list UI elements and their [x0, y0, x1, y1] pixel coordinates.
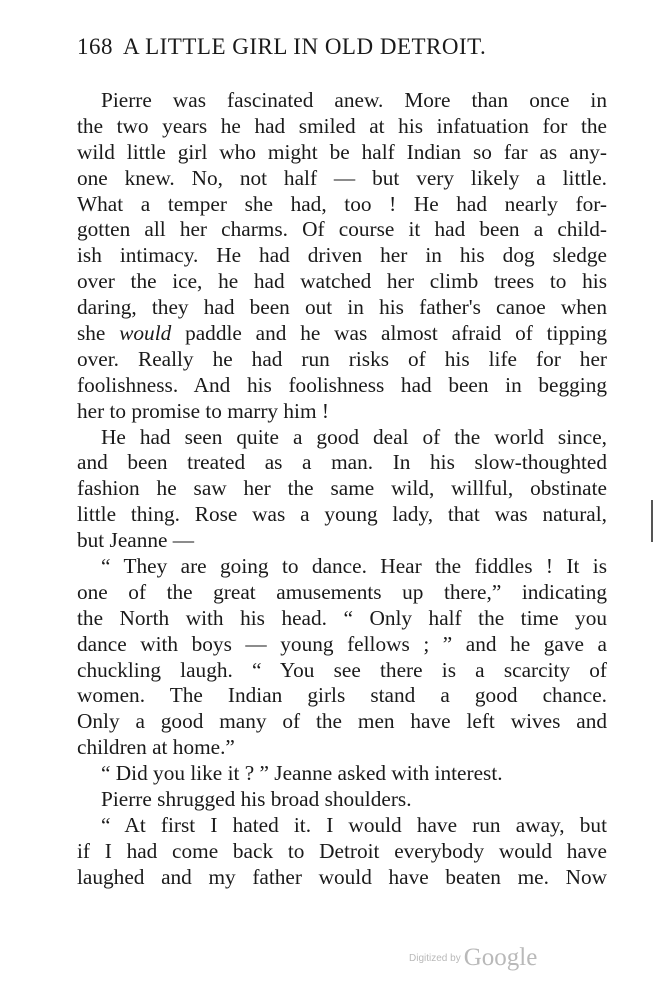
text-line: Pierre shrugged his broad shoulders.: [101, 787, 412, 812]
text-line: over. Really he had run risks of his life for her: [77, 346, 607, 371]
text-line: daring, they had been out in his father's canoe when: [77, 295, 607, 320]
text-line: her to promise to marry him !: [77, 398, 329, 423]
text-line: Pierre was fascinated anew. More than once in: [101, 88, 607, 112]
text-line: “ They are going to dance. Hear the fiddles ! It is: [101, 554, 607, 579]
watermark-prefix: Digitized by: [409, 953, 461, 964]
text-line: dance with boys — young fellows ; ” and he gave a: [77, 631, 607, 656]
body-text: [77, 88, 607, 891]
text-line: and been treated as a man. In his slow-thoughted: [77, 450, 607, 475]
text-line: if I had come back to Detroit everybody would have: [77, 838, 607, 863]
text-line: chuckling laugh. “ You see there is a scarcity of: [77, 657, 607, 682]
text-line: ish intimacy. He had driven her in his dog sledge: [77, 243, 607, 268]
text-line: “ Did you like it ? ” Jeanne asked with interest.: [101, 761, 503, 786]
emphasis-would: would: [119, 321, 172, 346]
text-line: but Jeanne —: [77, 528, 195, 553]
text-line: [77, 321, 607, 347]
text-line: little thing. Rose was a young lady, that was natural,: [77, 502, 607, 527]
page-edge-mark: [651, 500, 653, 542]
digitized-watermark: [409, 944, 537, 972]
text-line: wild little girl who might be half Indian so far as any-: [77, 139, 607, 164]
text-line: He had seen quite a good deal of the world since,: [101, 424, 607, 449]
text-segment: paddle and he was almost afraid of tipping: [171, 321, 607, 346]
text-line: foolishness. And his foolishness had been in begging: [77, 372, 607, 397]
google-logo: Google: [463, 944, 538, 971]
text-line: fashion he saw her the same wild, willful, obstinate: [77, 476, 607, 501]
text-line: laughed and my father would have beaten me. Now: [77, 864, 607, 889]
running-title: A LITTLE GIRL IN OLD DETROIT.: [123, 34, 487, 59]
text-line: Only a good many of the men have left wives and: [77, 709, 607, 734]
text-line: one of the great amusements up there,” indicating: [77, 579, 607, 604]
text-line: one knew. No, not half — but very likely a little.: [77, 165, 607, 190]
text-line: the North with his head. “ Only half the time you: [77, 605, 607, 630]
text-line: the two years he had smiled at his infatuation for the: [77, 113, 607, 138]
text-line: over the ice, he had watched her climb trees to his: [77, 269, 607, 294]
text-line: What a temper she had, too ! He had nearly for-: [77, 191, 607, 216]
text-line: women. The Indian girls stand a good chance.: [77, 683, 607, 708]
page-number: 168: [77, 34, 113, 59]
running-head: [77, 34, 617, 60]
text-line: children at home.”: [77, 735, 235, 760]
text-line: “ At first I hated it. I would have run away, but: [101, 812, 607, 837]
text-segment: she: [77, 321, 120, 346]
text-line: gotten all her charms. Of course it had been a child-: [77, 217, 607, 242]
